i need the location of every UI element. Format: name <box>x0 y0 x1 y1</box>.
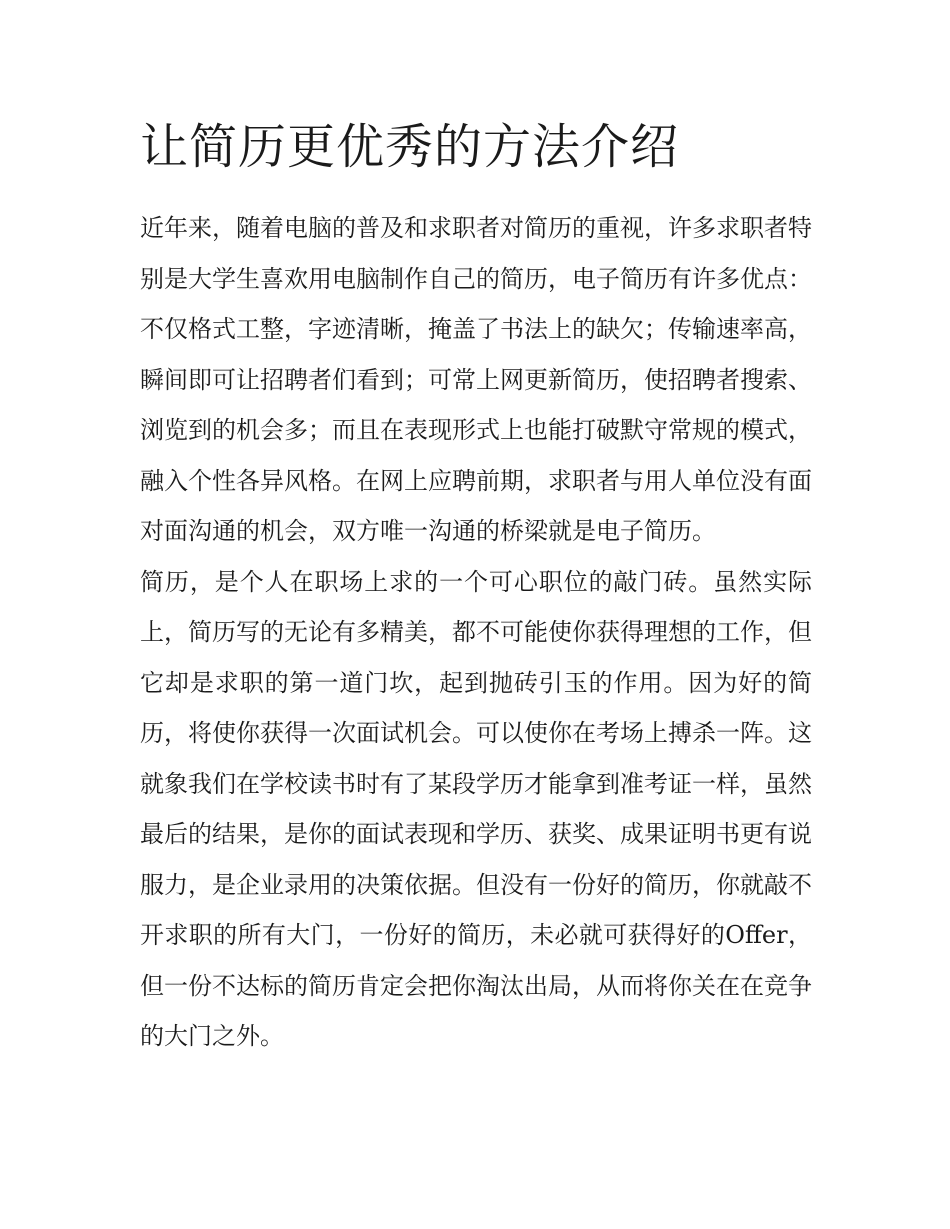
paragraph-1: 近年来，随着电脑的普及和求职者对简历的重视，许多求职者特别是大学生喜欢用电脑制作自己的简历，电子简历有许多优点：不仅格式工整，字迹清晰，掩盖了书法上的缺欠；传输速率高，瞬间即可让招聘者们看到；可常上网更新简历，使招聘者搜索、浏览到的机会多；而且在表现形式上也能打破默守常规的模式，融入个性各异风格。在网上应聘前期，求职者与用人单位没有面对面沟通的机会，双方唯一沟通的桥梁就是电子简历。 <box>140 214 812 545</box>
document-body <box>140 203 812 1062</box>
paragraph-2: 简历，是个人在职场上求的一个可心职位的敲门砖。虽然实际上，简历写的无论有多精美，都不可能使你获得理想的工作，但它却是求职的第一道门坎，起到抛砖引玉的作用。因为好的简历，将使你获得一次面试机会。可以使你在考场上搏杀一阵。这就象我们在学校读书时有了某段学历才能拿到准考证一样，虽然最后的结果，是你的面试表现和学历、获奖、成果证明书更有说服力，是企业录用的决策依据。但没有一份好的简历，你就敲不开求职的所有大门，一份好的简历，未必就可获得好的Offer，但一份不达标的简历肯定会把你淘汰出局，从而将你关在在竞争的大门之外。 <box>140 567 812 1050</box>
document-title: 让简历更优秀的方法介绍 <box>140 119 680 175</box>
document-page <box>140 115 812 1062</box>
